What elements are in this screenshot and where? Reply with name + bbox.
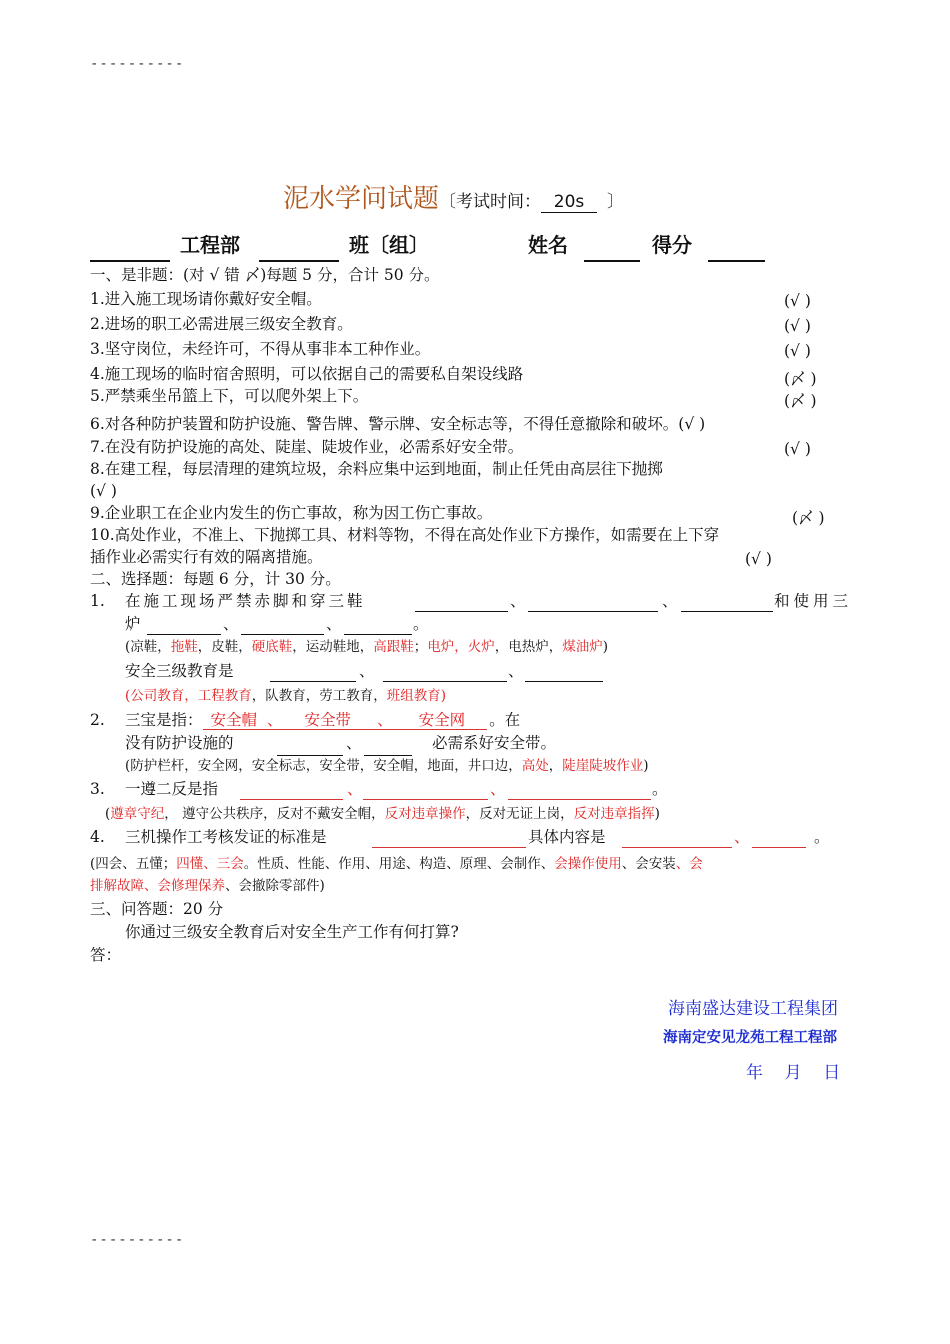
tf-mark-3: (√ ) bbox=[784, 342, 811, 360]
tf-item-7: 7.在没有防护设施的高处、陡崖、陡坡作业，必需系好安全带。 bbox=[90, 438, 524, 456]
bottom-dashes: ---------- bbox=[90, 1232, 185, 1248]
q1-opt-6: ； bbox=[413, 639, 428, 655]
q3-opt-2: ， 遵守公共秩序，反对不戴安全帽， bbox=[164, 806, 385, 822]
tf-item-4: 4.施工现场的临时宿舍照明，可以依据自己的需要私自架设线路 bbox=[90, 365, 524, 383]
q1-text: 在施工现场严禁赤脚和穿三鞋 bbox=[125, 592, 366, 610]
q1-sep-3: 、 bbox=[223, 615, 239, 633]
q1b-sep-1: 、 bbox=[359, 662, 375, 680]
q1-blank-3[interactable] bbox=[681, 611, 773, 612]
q4-blank-3[interactable] bbox=[752, 847, 806, 848]
q3-opt-1: 遵章守纪 bbox=[110, 806, 165, 822]
q1b-blank-2[interactable] bbox=[383, 681, 507, 682]
section2-heading: 二、选择题：每题 6 分，计 30 分。 bbox=[90, 570, 341, 588]
footer-date: 年 月 日 bbox=[746, 1063, 841, 1083]
q1-blank-1[interactable] bbox=[415, 611, 508, 612]
q2-opt-0: (防护栏杆，安全网，安全标志，安全带，安全帽，地面，井口边， bbox=[125, 758, 522, 774]
q3-blank-2[interactable] bbox=[363, 799, 488, 800]
q3-end: 。 bbox=[652, 780, 668, 798]
title-row bbox=[283, 178, 624, 215]
q2-number: 2. bbox=[90, 711, 105, 729]
q4-opt-2: 。性质、性能、作用、用途、构造、原理、会制作、 bbox=[243, 856, 555, 872]
tf-item-10-cont: 插作业必需实行有效的隔离措施。 bbox=[90, 548, 323, 566]
section3-heading: 三、问答题：20 分 bbox=[90, 900, 224, 918]
q1b-sep-2: 、 bbox=[508, 662, 524, 680]
q3-blank-3[interactable] bbox=[508, 799, 651, 800]
section3-question: 你通过三级安全教育后对安全生产工作有何打算? bbox=[125, 923, 459, 941]
exam-time-value: 20s bbox=[541, 192, 597, 213]
q1-opt-0: (凉鞋， bbox=[125, 639, 171, 655]
q3-options bbox=[105, 808, 660, 822]
tf-mark-5: (〆 ) bbox=[784, 392, 817, 410]
q4-sep: 、 bbox=[734, 828, 750, 846]
q4-text: 三机操作工考核发证的标准是 bbox=[125, 828, 327, 846]
q4-end: 。 bbox=[814, 828, 830, 846]
q3-number: 3. bbox=[90, 780, 105, 798]
exam-time-prefix: 〔考试时间： bbox=[439, 192, 542, 212]
q1b-opt-1: ，队教育，劳工教育， bbox=[251, 688, 387, 704]
q1-blank-2[interactable] bbox=[528, 611, 658, 612]
q2-answer-1[interactable]: 安全帽 bbox=[203, 713, 264, 730]
q1-line2-start: 炉 bbox=[125, 615, 141, 633]
q2-answer-3[interactable]: 安全网 bbox=[399, 713, 488, 730]
q2-end: 。在 bbox=[489, 711, 521, 729]
q1b-blank-1[interactable] bbox=[270, 681, 356, 682]
q1-sep-4: 、 bbox=[326, 615, 342, 633]
tf-mark-7: (√ ) bbox=[784, 440, 811, 458]
q1-opt-2: ，皮鞋， bbox=[197, 639, 252, 655]
q4-mid: 具体内容是 bbox=[528, 828, 606, 846]
q1-opt-5: 高跟鞋 bbox=[373, 639, 414, 655]
q4-opt-5: 、会 bbox=[675, 856, 703, 872]
tf-item-8: 8.在建工程，每层清理的建筑垃圾，余料应集中运到地面，制止任凭由高层往下抛掷 bbox=[90, 460, 663, 478]
section1-heading: 一、是非题：(对 √ 错 〆)每题 5 分，合计 50 分。 bbox=[90, 266, 440, 284]
tf-item-2: 2.进场的职工必需进展三级安全教育。 bbox=[90, 315, 353, 333]
tf-item-5: 5.严禁乘坐吊篮上下，可以爬外架上下。 bbox=[90, 387, 369, 405]
header-dept-label: 工程部 bbox=[180, 233, 240, 257]
q1b-text: 安全三级教育是 bbox=[125, 662, 234, 680]
answer-label: 答： bbox=[90, 946, 122, 964]
blank-score[interactable] bbox=[708, 260, 765, 262]
q2-blank-2[interactable] bbox=[364, 755, 412, 756]
q2-options bbox=[125, 760, 649, 774]
q3-blank-1[interactable] bbox=[240, 799, 343, 800]
q1-options bbox=[125, 641, 608, 655]
header-score-label: 得分 bbox=[652, 233, 692, 257]
q2-blank-1[interactable] bbox=[277, 755, 343, 756]
q3-sep-1: 、 bbox=[347, 780, 363, 798]
top-dashes: ---------- bbox=[90, 56, 185, 72]
q1-opt-9: 煤油炉 bbox=[562, 639, 603, 655]
q1-blank-5[interactable] bbox=[241, 634, 324, 635]
q4-opt-0: (四会、五懂； bbox=[90, 856, 177, 872]
q2-opt-3: 陡崖陡坡作业 bbox=[562, 758, 644, 774]
q4-options-line2 bbox=[90, 880, 325, 894]
q1-opt-1: 拖鞋 bbox=[170, 639, 198, 655]
tf-item-10: 10.高处作业，不准上、下抛掷工具、材料等物，不得在高处作业下方操作，如需要在上下穿 bbox=[90, 526, 720, 544]
q2-sep-3: 、 bbox=[346, 734, 362, 752]
q1-opt-10: ) bbox=[602, 639, 609, 655]
q2-sep-1: 、 bbox=[263, 713, 287, 730]
q4-opt-3: 会操作使用 bbox=[554, 856, 622, 872]
tf-item-1: 1.进入施工现场请你戴好安全帽。 bbox=[90, 290, 322, 308]
q2-sep-2: 、 bbox=[371, 713, 399, 730]
tf-item-8-mark: (√ ) bbox=[90, 482, 117, 500]
q1-opt-3: 硬底鞋 bbox=[251, 639, 293, 655]
q2-line2: 没有防护设施的 bbox=[125, 734, 234, 752]
q3-opt-5: 反对违章指挥 bbox=[573, 806, 655, 822]
q1b-opt-0: (公司教育，工程教育 bbox=[125, 688, 252, 704]
q3-opt-0: ( bbox=[105, 806, 111, 822]
q1-opt-4: ，运动鞋地， bbox=[292, 639, 374, 655]
q2-opt-1: 高处 bbox=[521, 758, 549, 774]
q1b-blank-3[interactable] bbox=[525, 681, 603, 682]
tf-item-3: 3.坚守岗位，未经许可，不得从事非本工种作业。 bbox=[90, 340, 431, 358]
q3-opt-4: ，反对无证上岗， bbox=[465, 806, 574, 822]
q4-options-line1 bbox=[90, 858, 703, 872]
tf-mark-1: (√ ) bbox=[784, 292, 811, 310]
blank-name[interactable] bbox=[584, 260, 640, 262]
header-class-label: 班〔组〕 bbox=[349, 233, 429, 257]
tf-mark-4: (〆 ) bbox=[784, 370, 817, 388]
q2-row bbox=[125, 713, 520, 730]
q1-sep-2: 、 bbox=[662, 592, 678, 610]
q4-number: 4. bbox=[90, 828, 105, 846]
q2-answer-2[interactable]: 安全带 bbox=[287, 713, 372, 730]
blank-class[interactable] bbox=[259, 260, 339, 262]
q4-opt-7: 、会撤除零部件) bbox=[225, 878, 325, 894]
q3-opt-6: ) bbox=[654, 806, 660, 822]
footer-company: 海南盛达建设工程集团 bbox=[668, 999, 838, 1019]
q1-opt-7: 电炉，火炉 bbox=[427, 639, 495, 655]
q1b-opt-2: 班组教育) bbox=[386, 688, 447, 704]
header-name-label: 姓名 bbox=[528, 233, 568, 257]
tf-mark-2: (√ ) bbox=[784, 317, 811, 335]
q3-sep-2: 、 bbox=[490, 780, 506, 798]
q2-text: 三宝是指： bbox=[125, 711, 203, 729]
footer-department: 海南定安见龙苑工程工程部 bbox=[663, 1030, 837, 1046]
tf-mark-10: (√ ) bbox=[745, 550, 772, 568]
q3-opt-3: 反对违章操作 bbox=[384, 806, 466, 822]
q2-opt-4: ) bbox=[643, 758, 649, 774]
q3-text: 一遵二反是指 bbox=[125, 780, 219, 798]
q4-opt-4: 、会安装 bbox=[621, 856, 676, 872]
tf-mark-9: (〆 ) bbox=[792, 509, 825, 527]
q2-opt-2: ， bbox=[548, 758, 563, 774]
q1-and-use: 和使用三 bbox=[774, 592, 853, 610]
q1-sep-1: 、 bbox=[510, 592, 526, 610]
q4-opt-6: 排解故障、会修理保养 bbox=[90, 878, 225, 894]
q1b-options bbox=[125, 690, 446, 704]
tf-item-6: 6.对各种防护装置和防护设施、警告牌、警示牌、安全标志等，不得任意撤除和破坏。(√ ) bbox=[90, 415, 706, 433]
q4-blank-2[interactable] bbox=[622, 847, 732, 848]
q1-opt-8: ，电热炉， bbox=[494, 639, 563, 655]
q1-number: 1. bbox=[90, 592, 105, 610]
q1-blank-6[interactable] bbox=[344, 634, 412, 635]
q2-line2-end: 必需系好安全带。 bbox=[432, 734, 557, 752]
q1-end: 。 bbox=[413, 615, 429, 633]
tf-item-9: 9.企业职工在企业内发生的伤亡事故，称为因工伤亡事故。 bbox=[90, 504, 493, 522]
q4-blank-1[interactable] bbox=[372, 847, 526, 848]
exam-time-suffix: 〕 bbox=[607, 192, 625, 212]
page-title: 泥水学问试题 bbox=[283, 184, 440, 214]
blank-dept[interactable] bbox=[90, 260, 170, 262]
q1-blank-4[interactable] bbox=[147, 634, 221, 635]
q4-opt-1: 四懂、三会 bbox=[176, 856, 244, 872]
